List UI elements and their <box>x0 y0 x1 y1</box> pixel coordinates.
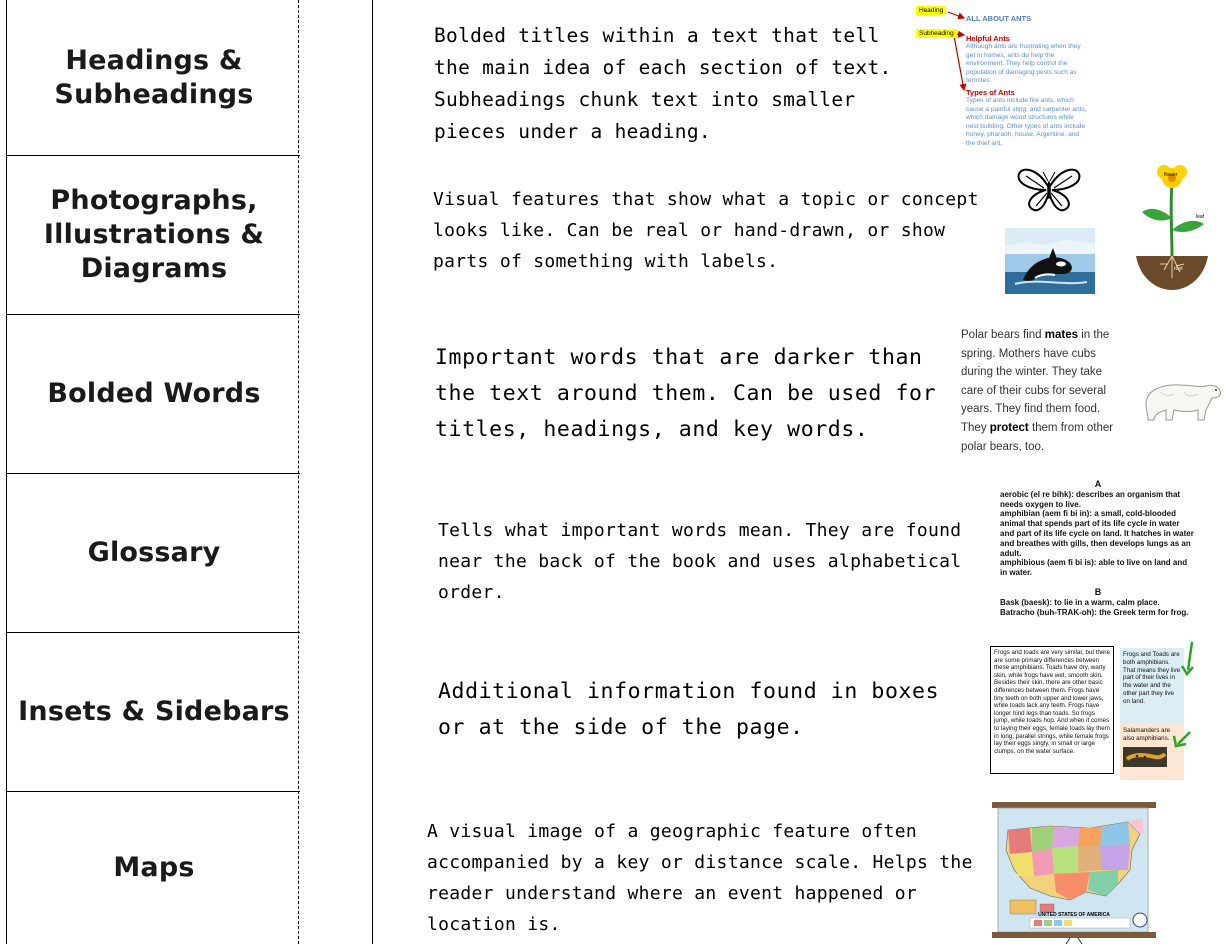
glossary-entry: aerobic (el re bihk): describes an organism that needs oxygen to live. <box>1000 489 1181 509</box>
glossary-entry: amphibious (aem fi bi is): able to live on land and in water. <box>1000 558 1188 578</box>
sample-subheading-2: Types of Ants <box>966 88 1015 97</box>
salamander-photo <box>1123 747 1167 767</box>
sidebar-box-1: Frogs and Toads are both amphibians. That means they live part of their lives in the water and the other part they live on land. <box>1120 648 1184 726</box>
label-headings: Headings & Subheadings <box>54 44 254 110</box>
photographs-example <box>1000 160 1222 300</box>
label-bolded-words: Bolded Words <box>47 377 261 409</box>
label-glossary: Glossary <box>87 536 221 568</box>
main-text-box: Frogs and toads are very similar, but there are some primary differences between these amphibians. Toads have dry, warty skin, while frogs have wet, smooth skin. Besides their skin, there are other basic differences between them. Frogs have tiny teeth on both upper and lower jaws, while toads lack any teeth. Frogs have longer hind legs than toads. So frogs jump, while toads hop. And when it comes to laying their eggs, female toads lay them in long, parallel strings, while female frogs lay their eggs singly, in small or large clumps, on the water surface. <box>990 646 1114 774</box>
subheading-tag: Subheading <box>916 29 957 38</box>
sample-heading: ALL ABOUT ANTS <box>966 14 1032 23</box>
column-divider <box>372 0 373 944</box>
bolded-words-sample <box>961 326 1121 456</box>
heading-tag: Heading <box>916 6 946 15</box>
green-arrows-graphic <box>1168 640 1196 772</box>
insets-example <box>990 640 1196 780</box>
description-insets: Additional information found in boxes or at the side of the page. <box>438 679 940 740</box>
map-example <box>990 800 1162 944</box>
sample-paragraph-1: Although ants are frustrating when they get in homes, ants do help the environment. They help control the population of damaging pests such as termites. <box>966 43 1081 84</box>
butterfly-illustration <box>1016 166 1082 212</box>
glossary-example <box>1000 480 1196 626</box>
glossary-letter-a: A <box>1094 479 1102 489</box>
map-title: UNITED STATES OF AMERICA <box>1038 912 1110 918</box>
glossary-entry: amphibian (aem fi bi in): a small, cold-blooded animal that spends part of its life cycle in water and part of its life cycle on land. It hatches in water and breathes with gills, then develops lungs as an adult. <box>1000 509 1194 558</box>
description-photographs: Visual features that show what a topic or concept looks like. Can be real or hand-drawn, or show parts of something with labels. <box>433 189 979 272</box>
label-insets: Insets & Sidebars <box>18 695 290 727</box>
glossary-entry: Batracho (buh-TRAK-oh): the Greek term for frog. <box>1000 607 1189 617</box>
label-maps: Maps <box>113 851 195 883</box>
glossary-entry: Bask (baesk): to lie in a warm, calm place. <box>1000 597 1160 607</box>
bold-word-protect: protect <box>989 421 1029 434</box>
orca-photo <box>1005 228 1095 294</box>
flower-label: flower <box>1164 172 1178 178</box>
bold-word-mates: mates <box>1044 329 1078 341</box>
root-label: root <box>1174 266 1183 272</box>
flower-diagram <box>1134 160 1210 292</box>
description-bolded-words: Important words that are darker than the text around them. Can be used for titles, headings, and key words. <box>435 345 937 442</box>
description-maps: A visual image of a geographic feature often accompanied by a key or distance scale. Helps the reader understand where an event happened or location is. <box>427 821 973 935</box>
sample-text: in the spring. Mothers have cubs during the winter. They take care of their cubs for several years. They find them food. They <box>961 329 1110 434</box>
glossary-letter-b: B <box>1094 586 1102 597</box>
sample-text: them from other polar bears, too. <box>961 421 1114 453</box>
description-glossary: Tells what important words mean. They are found near the back of the book and uses alphabetical order. <box>438 520 962 603</box>
sample-subheading-1: Helpful Ants <box>966 34 1010 43</box>
sidebar-text-2: Salamanders are also amphibians. <box>1123 727 1171 742</box>
sample-paragraph-2: Types of ants include fire ants, which cause a painful sting, and carpenter ants, which damage wood structures while nest building. Other types of ants include honey, pharaoh, house, Argentine, and the thief ant. <box>966 97 1087 147</box>
label-photographs: Photographs, Illustrations & Diagrams <box>43 184 265 284</box>
description-headings: Bolded titles within a text that tell the main idea of each section of text. Subheadings chunk text into smaller pieces under a heading. <box>434 24 892 143</box>
sample-text: Polar bears find <box>961 329 1045 341</box>
feature-label-column <box>0 0 300 944</box>
usa-map-illustration <box>990 800 1162 944</box>
headings-example <box>914 4 1094 150</box>
left-border <box>6 0 7 944</box>
polar-bear-illustration <box>1140 372 1224 422</box>
leaf-label: leaf <box>1196 214 1205 220</box>
